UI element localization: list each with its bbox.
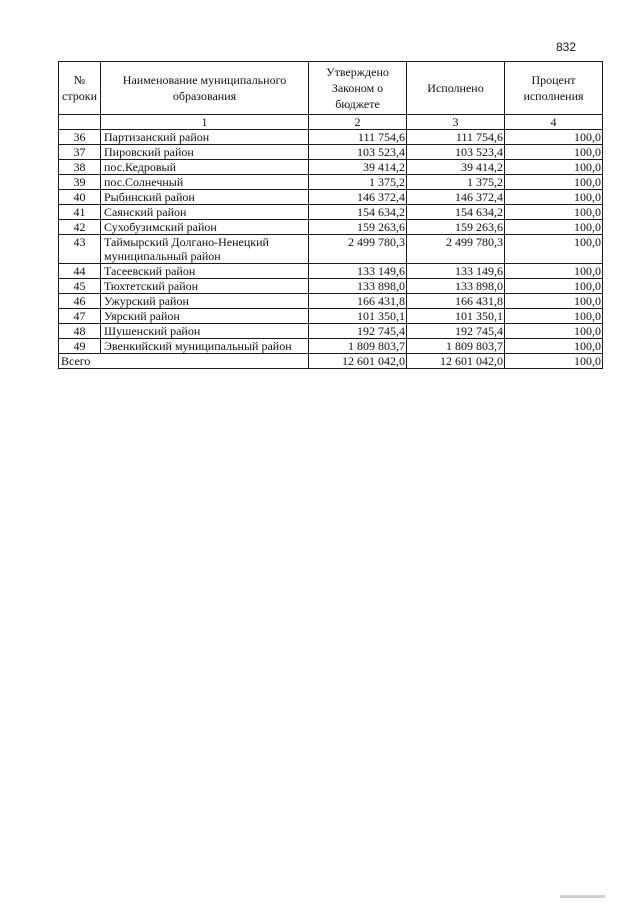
municipality-name: Пировский район bbox=[101, 145, 309, 160]
approved-amount: 1 809 803,7 bbox=[309, 339, 407, 354]
executed-amount: 1 809 803,7 bbox=[407, 339, 505, 354]
executed-amount: 146 372,4 bbox=[407, 190, 505, 205]
row-number: 36 bbox=[59, 130, 101, 145]
execution-percent: 100,0 bbox=[505, 294, 603, 309]
column-number: 1 bbox=[101, 115, 309, 130]
table-row bbox=[59, 264, 603, 279]
column-number: 3 bbox=[407, 115, 505, 130]
budget-table-container bbox=[58, 61, 603, 369]
municipality-name: пос.Солнечный bbox=[101, 175, 309, 190]
table-row bbox=[59, 145, 603, 160]
total-label: Всего bbox=[59, 354, 309, 369]
executed-amount: 159 263,6 bbox=[407, 220, 505, 235]
row-number: 48 bbox=[59, 324, 101, 339]
execution-percent: 100,0 bbox=[505, 339, 603, 354]
approved-amount: 192 745,4 bbox=[309, 324, 407, 339]
municipality-name: Шушенский район bbox=[101, 324, 309, 339]
column-number-row bbox=[59, 115, 603, 130]
execution-percent: 100,0 bbox=[505, 264, 603, 279]
executed-amount: 1 375,2 bbox=[407, 175, 505, 190]
municipality-name: Рыбинский район bbox=[101, 190, 309, 205]
approved-amount: 111 754,6 bbox=[309, 130, 407, 145]
header-municipality-name: Наименование муниципального образования bbox=[101, 62, 309, 115]
executed-amount: 192 745,4 bbox=[407, 324, 505, 339]
table-row bbox=[59, 220, 603, 235]
table-row bbox=[59, 175, 603, 190]
execution-percent: 100,0 bbox=[505, 309, 603, 324]
execution-percent: 100,0 bbox=[505, 190, 603, 205]
row-number: 44 bbox=[59, 264, 101, 279]
execution-percent: 100,0 bbox=[505, 324, 603, 339]
approved-amount: 133 149,6 bbox=[309, 264, 407, 279]
execution-percent: 100,0 bbox=[505, 175, 603, 190]
budget-execution-table bbox=[58, 61, 603, 369]
approved-amount: 146 372,4 bbox=[309, 190, 407, 205]
approved-amount: 103 523,4 bbox=[309, 145, 407, 160]
table-row bbox=[59, 339, 603, 354]
executed-amount: 39 414,2 bbox=[407, 160, 505, 175]
municipality-name: Ужурский район bbox=[101, 294, 309, 309]
approved-amount: 154 634,2 bbox=[309, 205, 407, 220]
table-row bbox=[59, 309, 603, 324]
table-row bbox=[59, 294, 603, 309]
table-row bbox=[59, 324, 603, 339]
total-row bbox=[59, 354, 603, 369]
table-body bbox=[59, 130, 603, 369]
header-approved: Утверждено Законом о бюджете bbox=[309, 62, 407, 115]
row-number: 43 bbox=[59, 235, 101, 264]
municipality-name: Сухобузимский район bbox=[101, 220, 309, 235]
header-row bbox=[59, 62, 603, 115]
approved-amount: 133 898,0 bbox=[309, 279, 407, 294]
row-number: 41 bbox=[59, 205, 101, 220]
approved-amount: 1 375,2 bbox=[309, 175, 407, 190]
executed-amount: 133 898,0 bbox=[407, 279, 505, 294]
execution-percent: 100,0 bbox=[505, 279, 603, 294]
row-number: 38 bbox=[59, 160, 101, 175]
header-row-number: № строки bbox=[59, 62, 101, 115]
total-approved: 12 601 042,0 bbox=[309, 354, 407, 369]
approved-amount: 2 499 780,3 bbox=[309, 235, 407, 264]
executed-amount: 133 149,6 bbox=[407, 264, 505, 279]
column-number-empty bbox=[59, 115, 101, 130]
municipality-name: пос.Кедровый bbox=[101, 160, 309, 175]
row-number: 47 bbox=[59, 309, 101, 324]
page-number: 832 bbox=[556, 40, 577, 54]
row-number: 37 bbox=[59, 145, 101, 160]
executed-amount: 2 499 780,3 bbox=[407, 235, 505, 264]
execution-percent: 100,0 bbox=[505, 235, 603, 264]
column-number: 4 bbox=[505, 115, 603, 130]
executed-amount: 101 350,1 bbox=[407, 309, 505, 324]
table-row bbox=[59, 130, 603, 145]
execution-percent: 100,0 bbox=[505, 205, 603, 220]
municipality-name: Уярский район bbox=[101, 309, 309, 324]
executed-amount: 111 754,6 bbox=[407, 130, 505, 145]
executed-amount: 154 634,2 bbox=[407, 205, 505, 220]
total-executed: 12 601 042,0 bbox=[407, 354, 505, 369]
table-row bbox=[59, 279, 603, 294]
row-number: 49 bbox=[59, 339, 101, 354]
table-row bbox=[59, 235, 603, 264]
municipality-name: Тюхтетский район bbox=[101, 279, 309, 294]
row-number: 46 bbox=[59, 294, 101, 309]
execution-percent: 100,0 bbox=[505, 130, 603, 145]
approved-amount: 101 350,1 bbox=[309, 309, 407, 324]
municipality-name: Тасеевский район bbox=[101, 264, 309, 279]
header-executed: Исполнено bbox=[407, 62, 505, 115]
municipality-name: Эвенкийский муниципальный район bbox=[101, 339, 309, 354]
row-number: 39 bbox=[59, 175, 101, 190]
table-row bbox=[59, 160, 603, 175]
scan-artifact-mark bbox=[560, 895, 605, 898]
execution-percent: 100,0 bbox=[505, 220, 603, 235]
approved-amount: 166 431,8 bbox=[309, 294, 407, 309]
execution-percent: 100,0 bbox=[505, 145, 603, 160]
approved-amount: 39 414,2 bbox=[309, 160, 407, 175]
header-percent: Процент исполнения bbox=[505, 62, 603, 115]
total-percent: 100,0 bbox=[505, 354, 603, 369]
municipality-name: Партизанский район bbox=[101, 130, 309, 145]
column-number: 2 bbox=[309, 115, 407, 130]
table-row bbox=[59, 190, 603, 205]
row-number: 45 bbox=[59, 279, 101, 294]
table-header bbox=[59, 62, 603, 130]
table-row bbox=[59, 205, 603, 220]
executed-amount: 103 523,4 bbox=[407, 145, 505, 160]
municipality-name: Таймырский Долгано-Ненецкий муниципальный район bbox=[101, 235, 309, 264]
row-number: 42 bbox=[59, 220, 101, 235]
municipality-name: Саянский район bbox=[101, 205, 309, 220]
approved-amount: 159 263,6 bbox=[309, 220, 407, 235]
executed-amount: 166 431,8 bbox=[407, 294, 505, 309]
row-number: 40 bbox=[59, 190, 101, 205]
execution-percent: 100,0 bbox=[505, 160, 603, 175]
